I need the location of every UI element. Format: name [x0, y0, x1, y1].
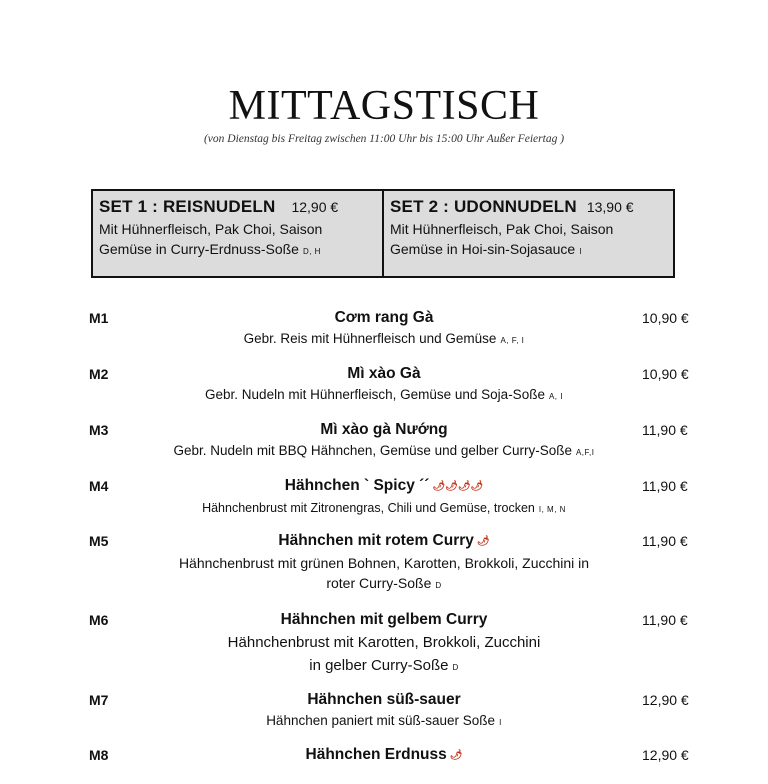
item-description: Hähnchenbrust mit Zitronengras, Chili und Gemüse, trocken I, M, N	[202, 501, 566, 515]
menu-item-m4	[0, 475, 768, 530]
menu-item-m2	[0, 363, 768, 419]
item-name: Hähnchen mit rotem Curry 🌶	[278, 532, 490, 549]
item-price: 11,90 €	[642, 612, 688, 628]
menu-item-m7	[0, 689, 768, 744]
item-name: Hähnchen süß-sauer	[307, 691, 461, 708]
item-name: Mì xào Gà	[347, 365, 421, 382]
item-name: Hähnchen mit gelbem Curry	[280, 611, 488, 628]
set-1-desc-line1: Mit Hühnerfleisch, Pak Choi, Saison	[99, 221, 323, 237]
item-allergens: A,F,I	[575, 448, 595, 457]
item-description: Gebr. Nudeln mit BBQ Hähnchen, Gemüse und gelber Curry-Soße A,F,I	[173, 443, 595, 458]
item-price: 12,90 €	[642, 692, 689, 708]
set-menu-box	[91, 189, 675, 278]
item-name: Mì xào gà Nướng	[320, 421, 448, 438]
item-code: M6	[89, 612, 109, 628]
menu-subtitle: (von Dienstag bis Freitag zwischen 11:00 Uhr bis 15:00 Uhr Außer Feiertag )	[203, 133, 565, 145]
set-1-desc-line2: Gemüse in Curry-Erdnuss-Soße	[99, 241, 299, 257]
item-name: Hähnchen Erdnuss 🌶	[305, 746, 463, 763]
chili-icon: 🌶	[449, 750, 463, 761]
set-2-title: SET 2 : UDONNUDELN	[390, 197, 577, 216]
item-code: M1	[89, 310, 109, 326]
set-1	[93, 191, 382, 276]
item-allergens: A, I	[548, 392, 563, 401]
item-name: Hähnchen ` Spicy ´´ 🌶🌶🌶🌶	[284, 477, 484, 494]
item-code: M2	[89, 366, 109, 382]
item-price: 11,90 €	[642, 533, 688, 549]
item-code: M4	[89, 478, 109, 494]
item-description: Hähnchenbrust mit Karotten, Brokkoli, Zucchini in gelber Curry-Soße D	[227, 634, 541, 674]
menu-items	[0, 307, 768, 784]
set-1-title: SET 1 : REISNUDELN	[99, 197, 276, 216]
menu-item-m8	[0, 744, 768, 784]
item-code: M8	[89, 747, 109, 763]
chili-icon: 🌶🌶🌶🌶	[432, 481, 484, 492]
item-allergens: D	[435, 581, 442, 590]
item-allergens: I, M, N	[538, 505, 566, 514]
set-1-description	[99, 219, 376, 262]
item-allergens: D	[452, 663, 459, 672]
item-description: Gebr. Nudeln mit Hühnerfleisch, Gemüse und Soja-Soße A, I	[205, 387, 563, 402]
menu-item-m6	[0, 609, 768, 689]
set-2-price: 13,90 €	[586, 199, 634, 215]
chili-icon: 🌶	[476, 536, 490, 547]
item-description: Hähnchenbrust mit grünen Bohnen, Karotten, Brokkoli, Zucchini in roter Curry-Soße D	[178, 555, 590, 591]
set-2-desc-line2: Gemüse in Hoi-sin-Sojasauce	[390, 241, 576, 257]
set-1-allergens: D, H	[302, 247, 321, 256]
item-code: M7	[89, 692, 109, 708]
item-description: Gebr. Reis mit Hühnerfleisch und Gemüse A, F, I	[243, 331, 525, 346]
menu-item-m5	[0, 530, 768, 609]
item-price: 10,90 €	[642, 310, 689, 326]
set-2-desc-line1: Mit Hühnerfleisch, Pak Choi, Saison	[390, 221, 614, 237]
menu-item-m3	[0, 419, 768, 475]
set-1-price: 12,90 €	[291, 199, 339, 215]
item-allergens: A, F, I	[500, 336, 525, 345]
set-2	[382, 191, 673, 276]
set-2-allergens: I	[579, 247, 582, 256]
item-allergens: I	[499, 718, 502, 727]
menu-item-m1	[0, 307, 768, 363]
item-price: 12,90 €	[642, 747, 689, 763]
item-name: Cơm rang Gà	[334, 309, 434, 326]
item-code: M5	[89, 533, 109, 549]
set-2-description	[390, 219, 667, 262]
item-price: 11,90 €	[642, 478, 688, 494]
item-price: 10,90 €	[642, 366, 689, 382]
menu-title: MITTAGSTISCH	[228, 83, 540, 129]
item-description: Hähnchen paniert mit süß-sauer Soße I	[266, 713, 502, 728]
item-code: M3	[89, 422, 109, 438]
item-price: 11,90 €	[642, 422, 688, 438]
